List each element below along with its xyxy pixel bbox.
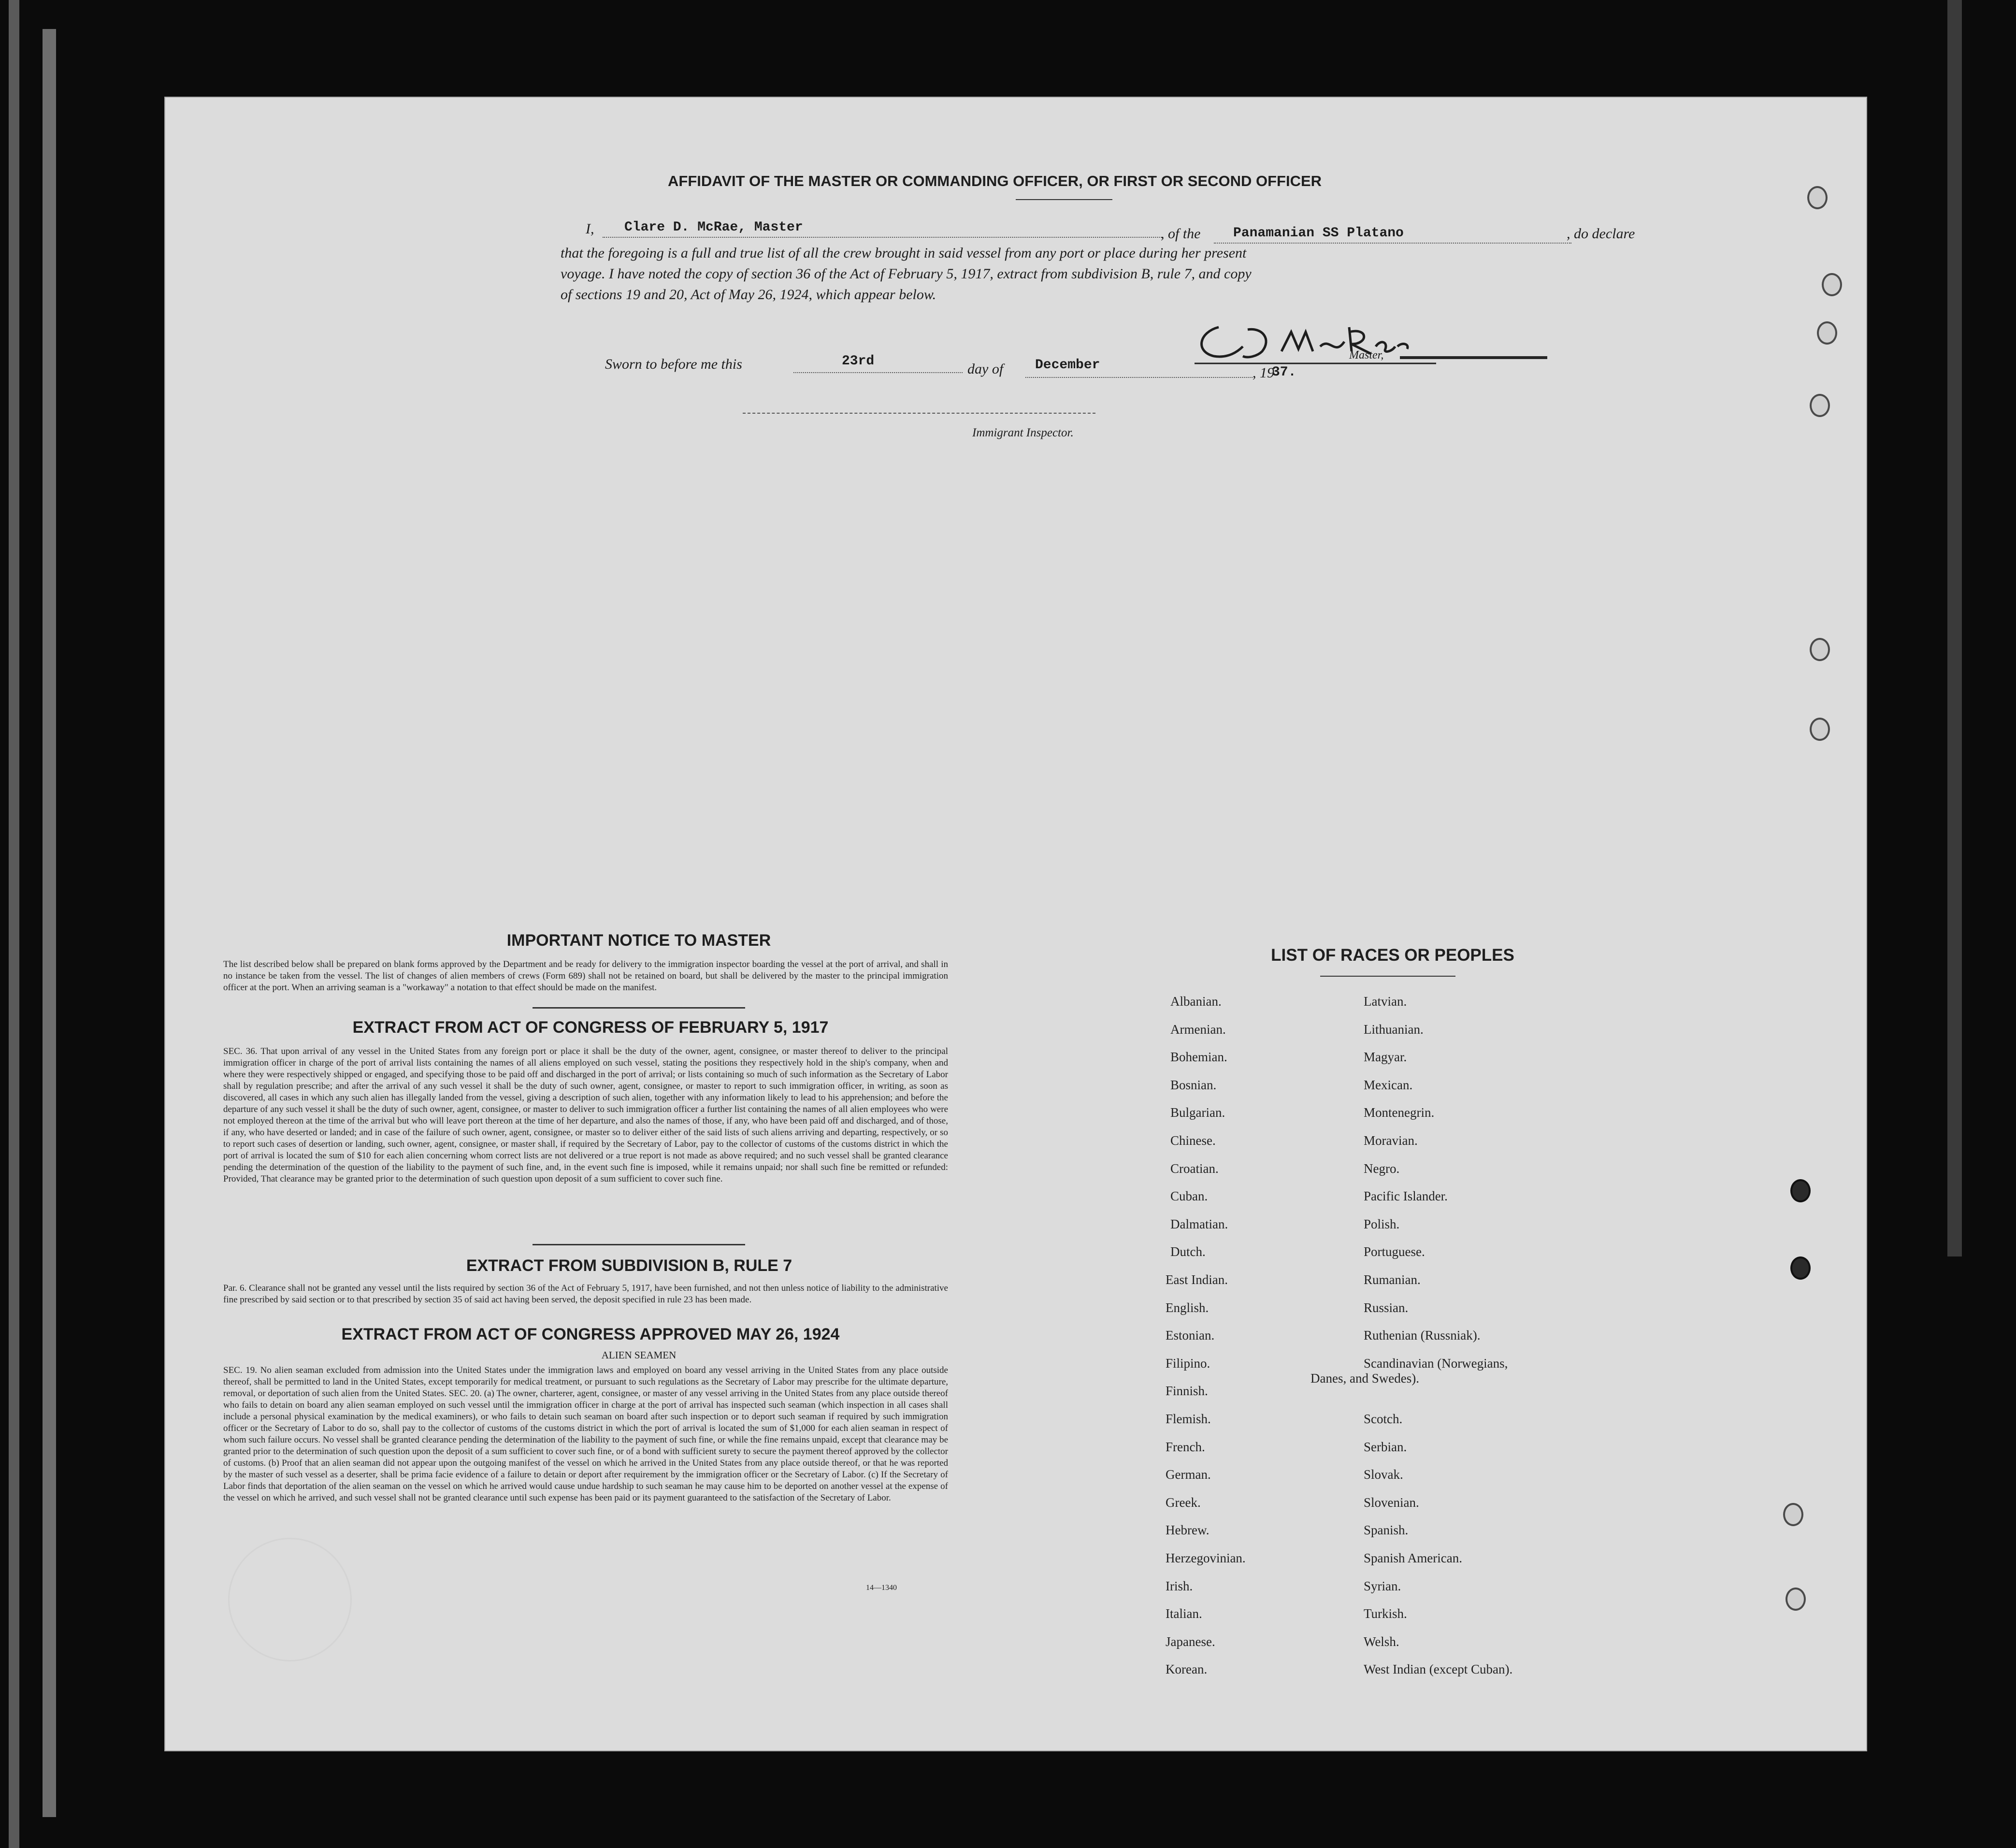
extract-1917-text: SEC. 36. That upon arrival of any vessel in the United States from any foreign port or place it shall be the duty of the owner, agent, consignee, or master thereof to deliver to the principal immigration officer in charge of the port of arrival lists containing the names of all aliens employed on such vessel, stating the positions they respectively hold in the ship's company, when and where they were respectively shipped or engaged, and specifying those to be paid off and discharged in the port of arrival; or lists containing so much of such information as the Secretary of Labor shall by regulation prescribe; and after the arrival of any such vessel it shall be the duty of such owner, agent, consignee, or master to report to such immigration officer, in writing, as soon as discovered, all cases in which any such alien has illegally landed from the vessel, giving a description of such alien, together with any information likely to lead to his apprehension; and before the departure of any such vessel it shall be the duty of such owner, agent, consignee, or master to deliver to such immigration officer a further list containing the names of all alien employees who were not employed thereon at the time of the arrival but who will leave port thereon at the time of her departure, and also the names of those, if any, who have been paid off and discharged, and of those, if any, who have deserted or landed; and in case of the failure of such owner, agent, consignee, or master so to deliver either of the said lists of such aliens arriving and departing, respectively, or so to report such cases of desertion or landing, such owner, agent, consignee, or master shall, if required by the Secretary of Labor, pay to the collector of customs of the customs district in which the port of arrival is located the sum of $10 for each alien concerning whom correct lists are not delivered or a true report is not made as above required; and no such vessel shall be granted clearance pending the determination of the question of the liability to the payment of such fine, and, in the event such fine is imposed, while it remains unpaid; nor shall such fine be remitted or refunded: Provided, That clearance may be granted prior to the determination of such question upon deposit of a sum sufficient to cover such fine.	[223, 1046, 948, 1184]
sworn-label: Sworn to before me this	[605, 356, 742, 372]
sworn-month-line	[1025, 377, 1253, 378]
inspector-label: Immigrant Inspector.	[972, 426, 1074, 439]
race-item: Filipino.	[1166, 1356, 1210, 1371]
race-item: Greek.	[1166, 1495, 1201, 1510]
punch-hole	[1817, 321, 1837, 345]
race-item: Latvian.	[1364, 994, 1407, 1009]
do-declare-label: , do declare	[1567, 226, 1635, 242]
title-rule	[1016, 199, 1112, 200]
race-item: Scandinavian (Norwegians,	[1364, 1356, 1508, 1371]
race-item: Estonian.	[1166, 1328, 1215, 1343]
struck-out-text	[1400, 356, 1547, 359]
race-item: Slovenian.	[1364, 1495, 1419, 1510]
race-item: Spanish American.	[1364, 1551, 1462, 1565]
film-edge-strip	[43, 29, 56, 1817]
race-item: Danes, and Swedes).	[1310, 1371, 1419, 1386]
master-signature	[1190, 318, 1441, 371]
extract-1924-text: SEC. 19. No alien seaman excluded from admission into the United States under the immigration laws and employed on board any vessel arriving in the United States from any place outside thereof, shall be permitted to land in the United States, except temporarily for medical treatment, or pursuant to such regulations as the Secretary of Labor may prescribe for the ultimate departure, removal, or deportation of such alien from the United States. SEC. 20. (a) The owner, charterer, agent, consignee, or master of any vessel arriving in the United States from any place outside thereof who fails to detain on board any alien seaman employed on such vessel until the immigration officer in charge at the port of arrival has inspected such seaman (which inspection in all cases shall include a personal physical examination by the medical examiners), or who fails to detain such seaman on board after such inspection or to deport such seaman if required by such immigration officer or the Secretary of Labor to do so, shall pay to the collector of customs of the customs district in which the port of arrival is located the sum of $1,000 for each alien seaman in respect of whom such failure occurs. No vessel shall be granted clearance pending the determination of the liability to the payment of such fine, or while the fine remains unpaid, except that clearance may be granted prior to the determination of such question upon the deposit of a sum sufficient to cover such fine, or of a bond with sufficient surety to secure the payment thereof approved by the collector of customs. (b) Proof that an alien seaman did not appear upon the outgoing manifest of the vessel on which he arrived in the United States from any place outside thereof, or that he was reported by the master of such vessel as a deserter, shall be prima facie evidence of a failure to detain or deport after requirement by the immigration officer or the Secretary of Labor. (c) If the Secretary of Labor finds that deportation of the alien seaman on the vessel on which he arrived would cause undue hardship to such seaman he may cause him to be deported on another vessel at the expense of the vessel on which he arrived, and such vessel shall not be granted clearance until such expense has been paid or its payment guaranteed to the satisfaction of the Secretary of Labor.	[223, 1365, 948, 1503]
extract-rule7-title: EXTRACT FROM SUBDIVISION B, RULE 7	[466, 1256, 792, 1275]
races-title: LIST OF RACES OR PEOPLES	[1271, 946, 1514, 965]
vessel-line	[1214, 243, 1571, 244]
race-item: Ruthenian (Russniak).	[1364, 1328, 1481, 1343]
race-item: Bulgarian.	[1170, 1105, 1225, 1120]
race-item: Finnish.	[1166, 1384, 1208, 1399]
race-item: West Indian (except Cuban).	[1364, 1662, 1513, 1677]
sworn-month: December	[1035, 358, 1100, 373]
rule-1	[533, 1007, 745, 1009]
race-item: Hebrew.	[1166, 1523, 1210, 1538]
race-item: Lithuanian.	[1364, 1022, 1424, 1037]
embossed-seal	[228, 1538, 352, 1661]
race-item: Portuguese.	[1364, 1244, 1425, 1259]
i-label: I,	[586, 221, 594, 237]
year-suffix: 37.	[1272, 365, 1296, 380]
inspector-signature-line	[743, 413, 1095, 414]
punch-hole	[1790, 1256, 1811, 1280]
punch-hole	[1786, 1588, 1806, 1611]
master-label: Master,	[1349, 349, 1384, 361]
punch-hole	[1822, 273, 1842, 296]
document-page	[164, 97, 1867, 1751]
race-item: Slovak.	[1364, 1467, 1403, 1482]
of-the-label: , of the	[1161, 226, 1201, 242]
affidavit-title: AFFIDAVIT OF THE MASTER OR COMMANDING OFFICER, OR FIRST OR SECOND OFFICER	[668, 173, 1322, 189]
punch-hole	[1810, 718, 1830, 741]
punch-hole	[1810, 638, 1830, 661]
race-item: Dalmatian.	[1170, 1216, 1228, 1231]
sworn-day: 23rd	[842, 354, 875, 369]
race-item: Korean.	[1166, 1662, 1208, 1677]
film-edge-right	[1947, 0, 1962, 1256]
race-item: Italian.	[1166, 1606, 1202, 1621]
vessel-name: Panamanian SS Platano	[1233, 226, 1404, 241]
race-item: Flemish.	[1166, 1412, 1211, 1426]
master-name-line	[603, 237, 1163, 238]
race-item: Irish.	[1166, 1578, 1193, 1593]
race-item: Syrian.	[1364, 1578, 1401, 1593]
race-item: Dutch.	[1170, 1244, 1206, 1259]
race-item: Rumanian.	[1364, 1272, 1421, 1287]
race-item: English.	[1166, 1300, 1209, 1315]
sworn-day-line	[793, 372, 963, 373]
affidavit-line-3: voyage. I have noted the copy of section 36 of the Act of February 5, 1917, extract from subdivision B, rule 7, and copy	[561, 266, 1252, 282]
notice-text: The list described below shall be prepared on blank forms approved by the Department and be ready for delivery to the immigration inspector boarding the vessel at the port of arrival, and shall in no instance be taken from the vessel. The list of changes of alien members of crews (Form 689) shall not be retained on board, but shall be delivered by the master to the principal immigration officer at the port. When an arriving seaman is a "workaway" a notation to that effect should be made on the manifest.	[223, 959, 948, 993]
notice-title: IMPORTANT NOTICE TO MASTER	[506, 931, 771, 950]
races-rule	[1320, 976, 1455, 977]
race-item: Spanish.	[1364, 1523, 1409, 1538]
race-item: German.	[1166, 1467, 1211, 1482]
extract-1924-subtitle: ALIEN SEAMEN	[601, 1349, 677, 1361]
extract-1924-title: EXTRACT FROM ACT OF CONGRESS APPROVED MAY 26, 1924	[341, 1325, 840, 1343]
form-number: 14—1340	[866, 1584, 897, 1592]
race-item: Japanese.	[1166, 1634, 1215, 1649]
race-item: Croatian.	[1170, 1161, 1219, 1176]
race-item: Pacific Islander.	[1364, 1189, 1448, 1204]
race-item: Bohemian.	[1170, 1050, 1227, 1065]
punch-hole	[1810, 394, 1830, 417]
race-item: Bosnian.	[1170, 1077, 1217, 1092]
master-name: Clare D. McRae, Master	[624, 220, 803, 235]
rule-2	[533, 1244, 745, 1245]
affidavit-line-4: of sections 19 and 20, Act of May 26, 1924, which appear below.	[561, 287, 936, 303]
race-item: Albanian.	[1170, 994, 1222, 1009]
punch-hole	[1783, 1503, 1803, 1526]
extract-1917-title: EXTRACT FROM ACT OF CONGRESS OF FEBRUARY 5, 1917	[352, 1018, 829, 1037]
race-item: Serbian.	[1364, 1439, 1407, 1454]
day-of-label: day of	[967, 361, 1004, 377]
race-item: Armenian.	[1170, 1022, 1226, 1037]
race-item: Polish.	[1364, 1216, 1400, 1231]
race-item: Magyar.	[1364, 1050, 1407, 1065]
race-item: Turkish.	[1364, 1606, 1407, 1621]
affidavit-line-2: that the foregoing is a full and true list of all the crew brought in said vessel from any port or place during her present	[561, 245, 1247, 261]
race-item: Russian.	[1364, 1300, 1409, 1315]
race-item: Mexican.	[1364, 1077, 1413, 1092]
race-item: Cuban.	[1170, 1189, 1208, 1204]
race-item: Herzegovinian.	[1166, 1551, 1246, 1565]
race-item: French.	[1166, 1439, 1205, 1454]
race-item: Chinese.	[1170, 1133, 1216, 1148]
race-item: Negro.	[1364, 1161, 1400, 1176]
race-item: Welsh.	[1364, 1634, 1399, 1649]
year-prefix: , 19	[1253, 365, 1274, 381]
film-edge-left	[9, 0, 19, 1848]
race-item: East Indian.	[1166, 1272, 1228, 1287]
race-item: Scotch.	[1364, 1412, 1403, 1426]
punch-hole	[1790, 1179, 1811, 1202]
punch-hole	[1807, 186, 1828, 209]
race-item: Moravian.	[1364, 1133, 1418, 1148]
extract-rule7-text: Par. 6. Clearance shall not be granted any vessel until the lists required by section 36 of the Act of February 5, 1917, have been furnished, and not then unless notice of liability to the administrative fine prescribed by said section or to that prescribed by section 35 of said act having been served, the deposit specified in rule 23 has been made.	[223, 1283, 948, 1305]
race-item: Montenegrin.	[1364, 1105, 1435, 1120]
